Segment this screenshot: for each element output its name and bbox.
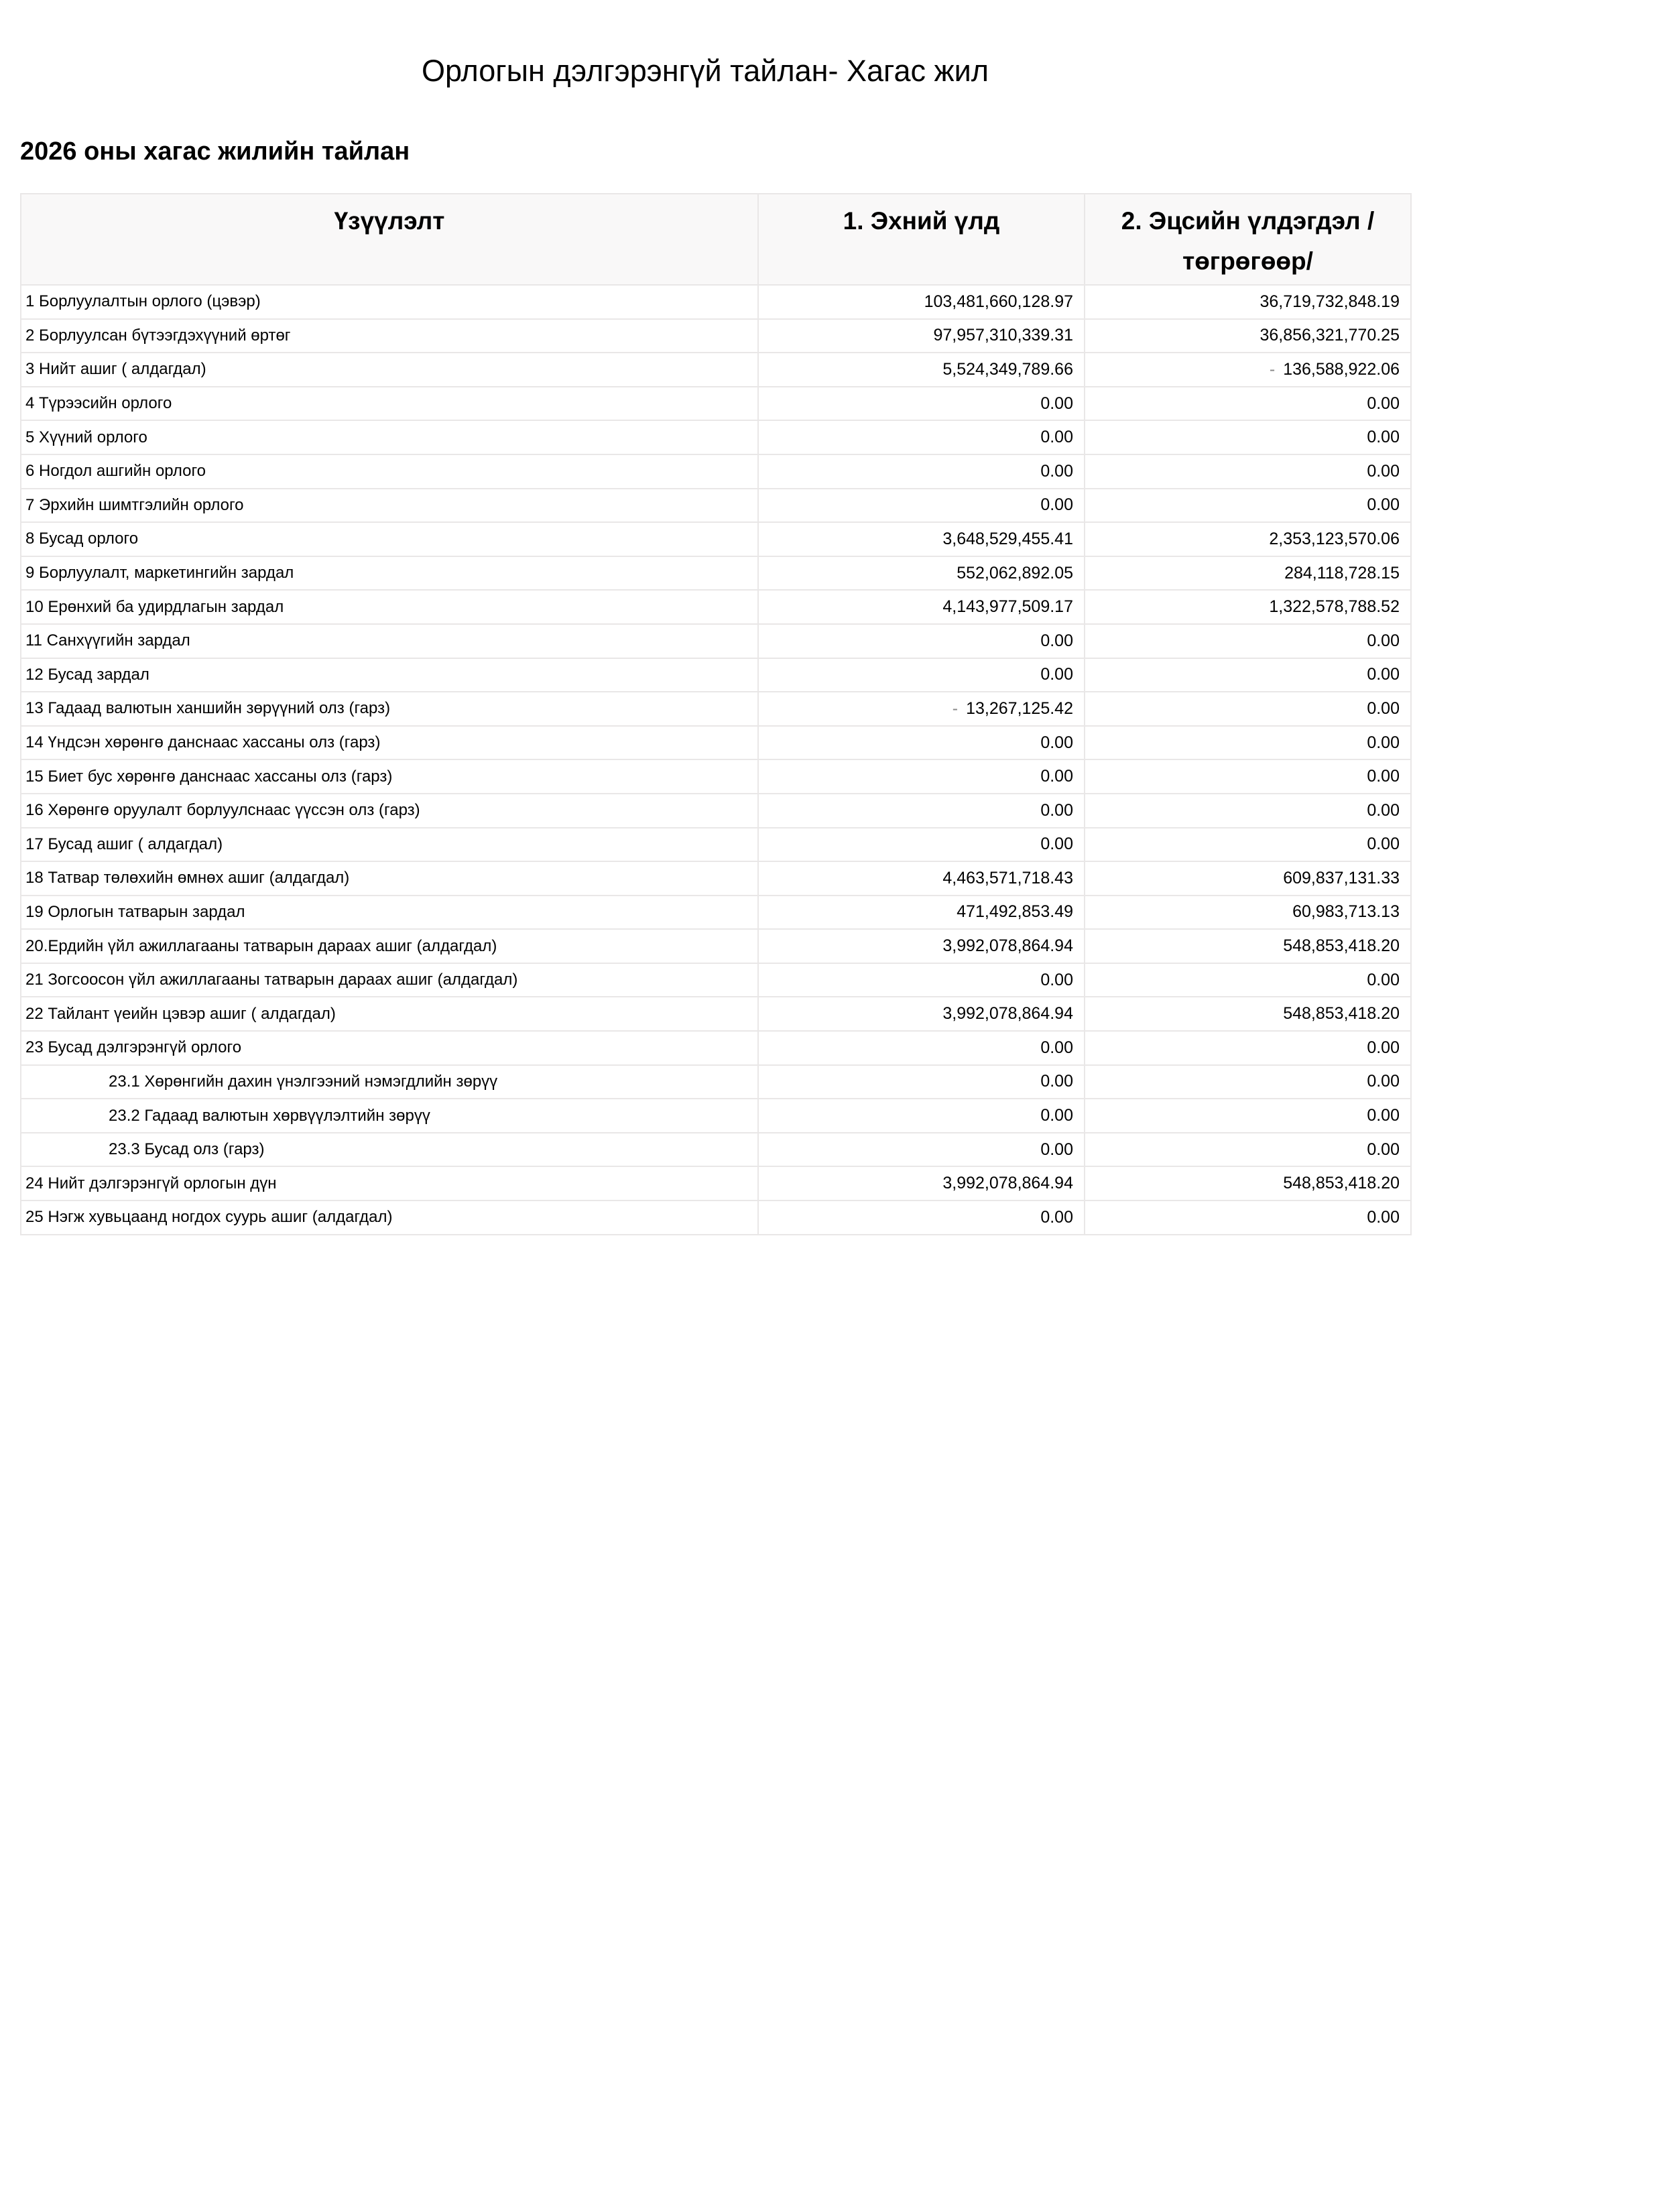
amount-value: 0.00 (1040, 393, 1073, 413)
row-closing-value (1085, 319, 1411, 353)
row-label: 23.1 Хөрөнгийн дахин үнэлгээний нэмэгдлийн зөрүү (21, 1065, 758, 1099)
table-row (21, 1099, 1411, 1133)
amount-value: 0.00 (1040, 1106, 1073, 1125)
row-opening-value (758, 692, 1085, 726)
row-opening-value (758, 726, 1085, 760)
row-closing-value (1085, 285, 1411, 319)
table-row (21, 794, 1411, 828)
table-row (21, 759, 1411, 794)
table-row (21, 420, 1411, 454)
amount-value: 3,992,078,864.94 (942, 936, 1073, 956)
row-closing-value (1085, 759, 1411, 794)
table-header-row (21, 194, 1411, 285)
amount-value: 4,143,977,509.17 (942, 597, 1073, 617)
row-label: 13 Гадаад валютын ханшийн зөрүүний олз (гарз) (21, 692, 758, 726)
row-label: 3 Нийт ашиг ( алдагдал) (21, 353, 758, 387)
row-label: 25 Нэгж хувьцаанд ногдох суурь ашиг (алдагдал) (21, 1201, 758, 1235)
table-row (21, 1065, 1411, 1099)
amount-value: 0.00 (1040, 1038, 1073, 1057)
row-closing-value (1085, 489, 1411, 523)
row-closing-value (1085, 353, 1411, 387)
row-opening-value (758, 489, 1085, 523)
amount-value: 0.00 (1367, 428, 1400, 447)
amount-value: 3,992,078,864.94 (942, 1004, 1073, 1024)
table-row (21, 1031, 1411, 1065)
row-closing-value (1085, 726, 1411, 760)
negative-sign: - (1269, 359, 1276, 379)
amount-value: 0.00 (1367, 393, 1400, 413)
row-opening-value (758, 794, 1085, 828)
row-closing-value (1085, 963, 1411, 997)
row-closing-value (1085, 387, 1411, 421)
row-label: 9 Борлуулалт, маркетингийн зардал (21, 556, 758, 591)
table-row (21, 319, 1411, 353)
row-closing-value (1085, 1133, 1411, 1167)
amount-value: 471,492,853.49 (957, 902, 1073, 922)
table-row (21, 454, 1411, 489)
row-opening-value (758, 319, 1085, 353)
row-closing-value (1085, 997, 1411, 1031)
header-closing-balance: 2. Эцсийн үлдэгдэл / төгрөгөөр/ (1085, 194, 1411, 285)
row-label: 21 Зогсоосон үйл ажиллагааны татварын дараах ашиг (алдагдал) (21, 963, 758, 997)
row-label: 23.3 Бусад олз (гарз) (21, 1133, 758, 1167)
amount-value: 0.00 (1040, 428, 1073, 447)
amount-value: 0.00 (1367, 461, 1400, 481)
table-row (21, 828, 1411, 862)
amount-value: 4,463,571,718.43 (942, 868, 1073, 887)
row-closing-value (1085, 522, 1411, 556)
row-opening-value (758, 522, 1085, 556)
amount-value: 0.00 (1367, 970, 1400, 989)
row-closing-value (1085, 1031, 1411, 1065)
row-closing-value (1085, 1166, 1411, 1201)
amount-value: 0.00 (1040, 800, 1073, 820)
amount-value: 36,856,321,770.25 (1259, 326, 1400, 345)
row-opening-value (758, 1133, 1085, 1167)
row-closing-value (1085, 828, 1411, 862)
amount-value: 0.00 (1040, 631, 1073, 650)
row-closing-value (1085, 1201, 1411, 1235)
row-opening-value (758, 828, 1085, 862)
row-opening-value (758, 590, 1085, 624)
amount-value: 0.00 (1367, 733, 1400, 752)
row-label: 23 Бусад дэлгэрэнгүй орлого (21, 1031, 758, 1065)
amount-value: 103,481,660,128.97 (924, 292, 1073, 311)
table-row (21, 1166, 1411, 1201)
amount-value: 1,322,578,788.52 (1269, 597, 1400, 617)
row-label: 14 Үндсэн хөрөнгө данснаас хассаны олз (гарз) (21, 726, 758, 760)
income-statement-table (20, 193, 1412, 1235)
amount-value: 0.00 (1367, 1207, 1400, 1227)
table-row (21, 658, 1411, 692)
amount-value: 0.00 (1040, 665, 1073, 684)
row-opening-value (758, 1065, 1085, 1099)
row-opening-value (758, 861, 1085, 896)
negative-sign: - (952, 698, 959, 718)
row-opening-value (758, 1031, 1085, 1065)
row-opening-value (758, 896, 1085, 930)
row-opening-value (758, 420, 1085, 454)
amount-value: 552,062,892.05 (957, 563, 1073, 582)
amount-value: 0.00 (1367, 1038, 1400, 1057)
amount-value: 0.00 (1040, 495, 1073, 515)
amount-value: 3,992,078,864.94 (942, 1174, 1073, 1193)
table-row (21, 624, 1411, 658)
table-row (21, 285, 1411, 319)
amount-value: 548,853,418.20 (1283, 1004, 1400, 1024)
row-closing-value (1085, 658, 1411, 692)
row-closing-value (1085, 556, 1411, 591)
row-label: 4 Түрээсийн орлого (21, 387, 758, 421)
row-closing-value (1085, 861, 1411, 896)
amount-value: 0.00 (1367, 495, 1400, 515)
amount-value: 0.00 (1367, 1106, 1400, 1125)
table-row (21, 556, 1411, 591)
amount-value: 13,267,125.42 (966, 698, 1073, 718)
row-closing-value (1085, 590, 1411, 624)
header-indicator: Үзүүлэлт (21, 194, 758, 285)
row-opening-value (758, 1099, 1085, 1133)
amount-value: 0.00 (1040, 835, 1073, 854)
table-row (21, 692, 1411, 726)
amount-value: 548,853,418.20 (1283, 1174, 1400, 1193)
table-row (21, 929, 1411, 963)
table-row (21, 997, 1411, 1031)
amount-value: 0.00 (1367, 800, 1400, 820)
amount-value: 0.00 (1367, 698, 1400, 718)
amount-value: 0.00 (1040, 461, 1073, 481)
amount-value: 5,524,349,789.66 (942, 359, 1073, 379)
amount-value: 0.00 (1367, 665, 1400, 684)
row-opening-value (758, 658, 1085, 692)
row-closing-value (1085, 1099, 1411, 1133)
amount-value: 2,353,123,570.06 (1269, 529, 1400, 548)
row-label: 18 Татвар төлөхийн өмнөх ашиг (алдагдал) (21, 861, 758, 896)
row-label: 11 Санхүүгийн зардал (21, 624, 758, 658)
row-label: 23.2 Гадаад валютын хөрвүүлэлтийн зөрүү (21, 1099, 758, 1133)
report-subtitle: 2026 оны хагас жилийн тайлан (20, 137, 410, 166)
row-closing-value (1085, 420, 1411, 454)
row-label: 19 Орлогын татварын зардал (21, 896, 758, 930)
amount-value: 36,719,732,848.19 (1259, 292, 1400, 311)
row-opening-value (758, 1201, 1085, 1235)
amount-value: 0.00 (1367, 767, 1400, 786)
row-opening-value (758, 1166, 1085, 1201)
amount-value: 97,957,310,339.31 (933, 326, 1073, 345)
row-opening-value (758, 454, 1085, 489)
table-row (21, 590, 1411, 624)
table-row (21, 726, 1411, 760)
table-row (21, 963, 1411, 997)
amount-value: 0.00 (1040, 1207, 1073, 1227)
row-opening-value (758, 929, 1085, 963)
amount-value: 60,983,713.13 (1292, 902, 1400, 922)
row-label: 22 Тайлант үеийн цэвэр ашиг ( алдагдал) (21, 997, 758, 1031)
row-label: 16 Хөрөнгө оруулалт борлуулснаас үүссэн олз (гарз) (21, 794, 758, 828)
table-row (21, 353, 1411, 387)
amount-value: 284,118,728.15 (1284, 563, 1400, 582)
row-label: 24 Нийт дэлгэрэнгүй орлогын дүн (21, 1166, 758, 1201)
table-row (21, 1133, 1411, 1167)
row-opening-value (758, 387, 1085, 421)
row-closing-value (1085, 794, 1411, 828)
header-opening-balance: 1. Эхний үлд (758, 194, 1085, 285)
table-row (21, 387, 1411, 421)
amount-value: 0.00 (1040, 767, 1073, 786)
amount-value: 609,837,131.33 (1283, 868, 1400, 887)
amount-value: 0.00 (1040, 970, 1073, 989)
row-label: 8 Бусад орлого (21, 522, 758, 556)
row-label: 6 Ногдол ашгийн орлого (21, 454, 758, 489)
table-row (21, 522, 1411, 556)
row-opening-value (758, 285, 1085, 319)
row-label: 1 Борлуулалтын орлого (цэвэр) (21, 285, 758, 319)
row-label: 7 Эрхийн шимтгэлийн орлого (21, 489, 758, 523)
page-title: Орлогын дэлгэрэнгүй тайлан- Хагас жил (421, 54, 989, 88)
row-opening-value (758, 997, 1085, 1031)
amount-value: 136,588,922.06 (1283, 359, 1400, 379)
amount-value: 0.00 (1367, 1072, 1400, 1091)
row-label: 5 Хүүний орлого (21, 420, 758, 454)
amount-value: 0.00 (1040, 1140, 1073, 1159)
row-closing-value (1085, 624, 1411, 658)
table-row (21, 1201, 1411, 1235)
amount-value: 0.00 (1040, 1072, 1073, 1091)
row-closing-value (1085, 692, 1411, 726)
row-opening-value (758, 963, 1085, 997)
row-label: 20.Ердийн үйл ажиллагааны татварын дараах ашиг (алдагдал) (21, 929, 758, 963)
amount-value: 0.00 (1040, 733, 1073, 752)
row-opening-value (758, 353, 1085, 387)
row-closing-value (1085, 454, 1411, 489)
amount-value: 0.00 (1367, 631, 1400, 650)
table-row (21, 896, 1411, 930)
row-label: 2 Борлуулсан бүтээгдэхүүний өртөг (21, 319, 758, 353)
row-label: 12 Бусад зардал (21, 658, 758, 692)
table-body (21, 285, 1411, 1235)
amount-value: 548,853,418.20 (1283, 936, 1400, 956)
row-label: 10 Ерөнхий ба удирдлагын зардал (21, 590, 758, 624)
row-opening-value (758, 759, 1085, 794)
amount-value: 0.00 (1367, 1140, 1400, 1159)
row-closing-value (1085, 1065, 1411, 1099)
row-label: 15 Биет бус хөрөнгө данснаас хассаны олз (гарз) (21, 759, 758, 794)
row-opening-value (758, 556, 1085, 591)
row-label: 17 Бусад ашиг ( алдагдал) (21, 828, 758, 862)
table-row (21, 861, 1411, 896)
row-closing-value (1085, 929, 1411, 963)
amount-value: 3,648,529,455.41 (942, 529, 1073, 548)
amount-value: 0.00 (1367, 835, 1400, 854)
row-closing-value (1085, 896, 1411, 930)
table-row (21, 489, 1411, 523)
row-opening-value (758, 624, 1085, 658)
